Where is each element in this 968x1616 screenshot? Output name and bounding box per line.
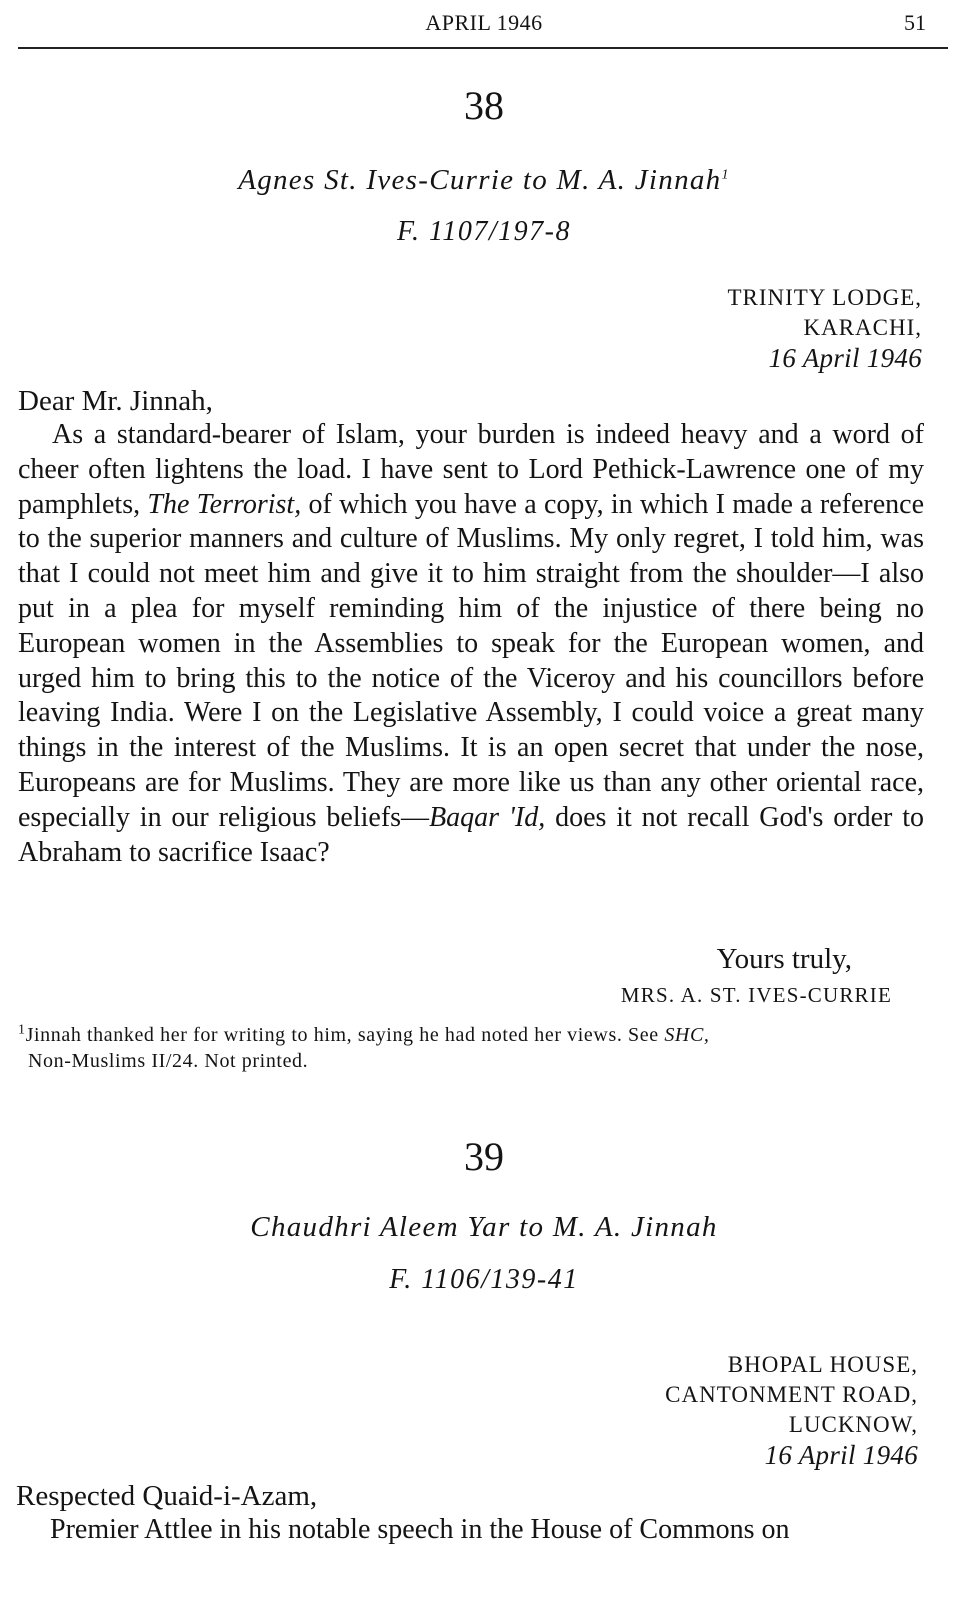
- body-text-part: of which you have a copy, in which I made a reference to the superior manners and culture of Muslims. My only regret, I told him, was that I could not meet him and give it to him straight from the shoulder—I also put in a plea for myself reminding him of the injustice of there being no European women in the Assemblies to speak for the European women, and urged him to bring this to the notice of the Viceroy and his councillors before leaving India. Were I on the Legislative Assembly, I could voice a great many things in the interest of the Muslims. It is an open secret that under the nose, Europeans are for Muslims. They are more like us than any other oriental race, especially in our religious beliefs—: [18, 488, 924, 833]
- letter-closing: Yours truly,: [716, 943, 852, 975]
- footnote-mark: 1: [721, 167, 730, 183]
- document-38-heading-text: Agnes St. Ives-Currie to M. A. Jinnah: [238, 164, 722, 196]
- document-38-body: [18, 418, 924, 870]
- document-39-salutation: Respected Quaid-i-Azam,: [16, 1480, 318, 1512]
- letter-signature: MRS. A. ST. IVES-CURRIE: [620, 983, 892, 1007]
- header-rule: [18, 47, 948, 49]
- document-38-heading: [0, 164, 968, 197]
- document-38-salutation: Dear Mr. Jinnah,: [18, 385, 213, 417]
- document-39-reference: F. 1106/139-41: [389, 1264, 579, 1295]
- body-text-part: does it not recall God's order to Abraham to sacrifice Isaac?: [18, 801, 925, 868]
- footnote-text: Jinnah thanked her for writing to him, saying he had noted her views. See: [25, 1024, 665, 1046]
- address-line: TRINITY LODGE,: [727, 285, 922, 310]
- letter-date: 16 April 1946: [764, 1440, 918, 1470]
- footnote: [18, 1022, 930, 1074]
- document-39-heading: Chaudhri Aleem Yar to M. A. Jinnah: [250, 1211, 718, 1243]
- footnote-text: Non-Muslims II/24. Not printed.: [28, 1050, 309, 1072]
- document-38-number: 38: [464, 83, 504, 128]
- pamphlet-title: The Terrorist,: [147, 488, 302, 520]
- body-text-part: Premier Attlee in his notable speech in the House of Commons on: [50, 1514, 790, 1545]
- running-head: [0, 0, 968, 52]
- running-head-title: APRIL 1946: [425, 10, 543, 35]
- document-39-address: [665, 1350, 918, 1470]
- address-line: CANTONMENT ROAD,: [665, 1382, 918, 1407]
- festival-name: Baqar 'Id,: [429, 801, 546, 833]
- footnote-mark: 1: [18, 1022, 26, 1038]
- footnote-source: SHC,: [664, 1024, 710, 1046]
- page-number: 51: [904, 10, 926, 35]
- letter-date: 16 April 1946: [768, 343, 922, 373]
- document-39-body: [16, 1513, 922, 1548]
- address-line: BHOPAL HOUSE,: [727, 1352, 918, 1377]
- document-38-address: [727, 283, 922, 373]
- body-text-part: As a standard-bearer of Islam, your burden is indeed heavy and a word of cheer often lightens the load. I have sent to Lord Pethick-Lawrence one of my pamphlets,: [18, 419, 924, 520]
- address-line: LUCKNOW,: [788, 1412, 918, 1437]
- document-39-number: 39: [464, 1134, 504, 1179]
- address-line: KARACHI,: [803, 315, 922, 340]
- document-38-reference: F. 1107/197-8: [396, 216, 572, 247]
